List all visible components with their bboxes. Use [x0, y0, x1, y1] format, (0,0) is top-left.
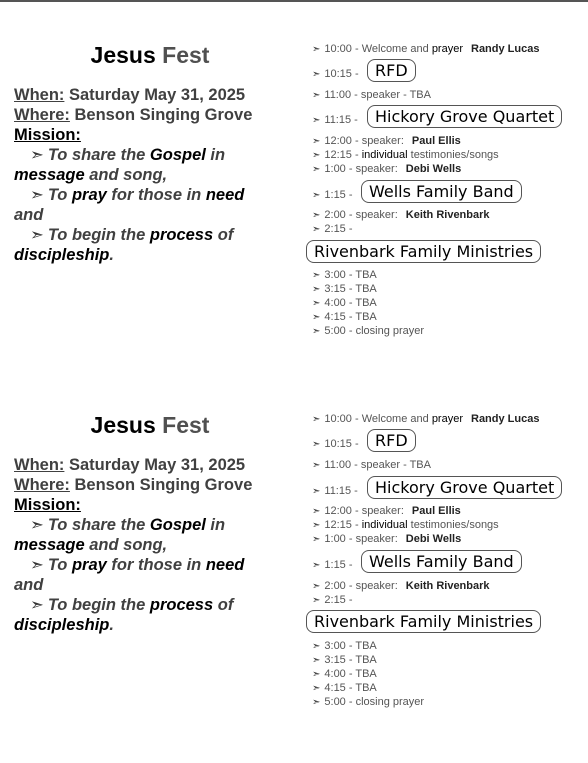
mission-row — [14, 495, 294, 515]
schedule-time: 4:15 - TBA — [324, 682, 377, 694]
mission-text: and — [14, 206, 44, 224]
arrow-icon: ➣ — [312, 669, 321, 680]
schedule-text: testimonies/songs — [407, 519, 499, 531]
mission-keyword: Gospel — [149, 146, 206, 164]
schedule-time: 2:00 - speaker: — [324, 209, 398, 221]
arrow-icon: ➣ — [312, 312, 321, 323]
top-border-line — [0, 0, 588, 2]
arrow-icon: ➣ — [312, 44, 321, 55]
arrow-icon: ➣ — [30, 596, 44, 614]
schedule-time: 5:00 - closing prayer — [324, 696, 425, 708]
mission-keyword: discipleship — [14, 616, 110, 634]
schedule-item-1115 — [312, 484, 358, 499]
mission-text: and song, — [84, 536, 168, 554]
schedule-item-1015 — [312, 437, 359, 452]
mission-text: of — [213, 226, 234, 244]
schedule-time: 12:00 - speaker: — [324, 505, 404, 517]
schedule-item-1115 — [312, 113, 358, 128]
schedule-item-1215 — [312, 518, 499, 533]
arrow-icon: ➣ — [312, 595, 321, 606]
schedule-item-0215 — [312, 222, 353, 237]
schedule-item-0200 — [312, 208, 490, 223]
arrow-icon: ➣ — [312, 581, 321, 592]
arrow-icon: ➣ — [312, 414, 321, 425]
speaker-name: Paul Ellis — [411, 135, 461, 147]
arrow-icon: ➣ — [30, 186, 44, 204]
schedule-item-0315 — [312, 282, 377, 297]
schedule-item-1200 — [312, 134, 461, 149]
schedule-time: 2:00 - speaker: — [324, 580, 398, 592]
schedule-time: 12:15 - — [324, 149, 362, 161]
arrow-icon: ➣ — [312, 115, 321, 126]
schedule-time: 5:00 - closing prayer — [324, 325, 425, 337]
schedule-item-1100 — [312, 88, 431, 103]
performer-box: Rivenbark Family Ministries — [306, 610, 541, 633]
schedule-time: 1:15 - — [324, 189, 353, 201]
schedule-time: 1:00 - speaker: — [324, 163, 398, 175]
arrow-icon: ➣ — [312, 655, 321, 666]
schedule-text: testimonies/songs — [407, 149, 499, 161]
arrow-icon: ➣ — [312, 210, 321, 221]
arrow-icon: ➣ — [312, 460, 321, 471]
speaker-name: Keith Rivenbark — [405, 580, 490, 592]
performer-box: Hickory Grove Quartet — [367, 476, 562, 499]
event-info — [14, 455, 294, 515]
schedule-item-0200 — [312, 579, 490, 594]
schedule-time: 1:00 - speaker: — [324, 533, 398, 545]
schedule-time: 4:00 - TBA — [324, 668, 377, 680]
arrow-icon: ➣ — [312, 326, 321, 337]
schedule-item-0215 — [312, 593, 353, 608]
event-title — [0, 42, 300, 69]
when-row — [14, 455, 294, 475]
schedule-time: 10:15 - — [324, 68, 359, 80]
schedule-item-1100 — [312, 458, 431, 473]
schedule-time: 4:00 - TBA — [324, 297, 377, 309]
when-row — [14, 85, 294, 105]
mission-keyword: message — [14, 166, 85, 184]
mission-bullet — [14, 515, 276, 555]
arrow-icon: ➣ — [312, 136, 321, 147]
mission-text: for those in — [106, 186, 206, 204]
schedule-item-0300 — [312, 639, 377, 654]
schedule-time: 3:00 - TBA — [324, 269, 377, 281]
arrow-icon: ➣ — [312, 284, 321, 295]
arrow-icon: ➣ — [312, 90, 321, 101]
mission-keyword: pray — [71, 556, 107, 574]
speaker-name: Paul Ellis — [411, 505, 461, 517]
mission-keyword: need — [205, 186, 245, 204]
schedule-item-0500 — [312, 324, 424, 339]
schedule-time: 10:00 - Welcome and — [324, 413, 432, 425]
mission-keyword: process — [149, 596, 214, 614]
arrow-icon: ➣ — [312, 190, 321, 201]
where-row — [14, 105, 294, 125]
flyer-bottom — [0, 392, 588, 732]
schedule-item-0300 — [312, 268, 377, 283]
schedule-highlight: prayer — [431, 413, 463, 425]
arrow-icon: ➣ — [30, 516, 44, 534]
arrow-icon: ➣ — [312, 486, 321, 497]
schedule-time: 12:00 - speaker: — [324, 135, 404, 147]
schedule-highlight: individual — [361, 149, 408, 161]
mission-text: and song, — [84, 166, 168, 184]
schedule-time: 11:00 - speaker - TBA — [324, 459, 431, 471]
schedule-time: 10:15 - — [324, 438, 359, 450]
where-value: Benson Singing Grove — [74, 106, 253, 124]
mission-text: . — [109, 246, 114, 264]
speaker-name: Debi Wells — [405, 533, 462, 545]
arrow-icon: ➣ — [30, 226, 44, 244]
where-label: Where: — [14, 476, 70, 494]
arrow-icon: ➣ — [312, 683, 321, 694]
mission-bullet — [14, 185, 276, 225]
mission-keyword: need — [205, 556, 245, 574]
performer-box: RFD — [367, 429, 416, 452]
arrow-icon: ➣ — [312, 506, 321, 517]
arrow-icon: ➣ — [312, 697, 321, 708]
event-info — [14, 85, 294, 145]
speaker-name: Randy Lucas — [471, 413, 540, 425]
mission-bullet — [14, 145, 276, 185]
mission-label: Mission: — [14, 496, 81, 514]
mission-text: for those in — [106, 556, 206, 574]
mission-bullets — [14, 515, 276, 635]
where-value: Benson Singing Grove — [74, 476, 253, 494]
arrow-icon: ➣ — [312, 224, 321, 235]
arrow-icon: ➣ — [312, 534, 321, 545]
schedule-item-0500 — [312, 695, 424, 710]
arrow-icon: ➣ — [312, 164, 321, 175]
mission-text: To begin the — [47, 596, 150, 614]
schedule-item-1000 — [312, 42, 539, 57]
schedule-highlight: prayer — [431, 43, 463, 55]
when-value: Saturday May 31, 2025 — [69, 86, 246, 104]
mission-text: To — [47, 556, 72, 574]
mission-keyword: pray — [71, 186, 107, 204]
performer-box: Wells Family Band — [361, 550, 522, 573]
schedule-time: 11:15 - — [324, 485, 358, 497]
title-word-jesus: Jesus — [90, 42, 156, 68]
mission-keyword: Gospel — [149, 516, 206, 534]
mission-text: . — [109, 616, 114, 634]
schedule-time: 3:15 - TBA — [324, 654, 377, 666]
arrow-icon: ➣ — [312, 641, 321, 652]
schedule-highlight: individual — [361, 519, 408, 531]
schedule-item-0415 — [312, 310, 377, 325]
mission-text: of — [213, 596, 234, 614]
when-label: When: — [14, 86, 65, 104]
arrow-icon: ➣ — [312, 150, 321, 161]
when-value: Saturday May 31, 2025 — [69, 456, 246, 474]
schedule-time: 11:00 - speaker - TBA — [324, 89, 431, 101]
schedule-item-0400 — [312, 296, 377, 311]
mission-text: To begin the — [47, 226, 150, 244]
performer-box: Wells Family Band — [361, 180, 522, 203]
schedule-time: 1:15 - — [324, 559, 353, 571]
flyer-top — [0, 22, 588, 362]
arrow-icon: ➣ — [312, 270, 321, 281]
title-word-jesus: Jesus — [90, 412, 156, 438]
speaker-name: Keith Rivenbark — [405, 209, 490, 221]
schedule-item-0315 — [312, 653, 377, 668]
mission-bullet — [14, 595, 276, 635]
schedule-time: 3:00 - TBA — [324, 640, 377, 652]
mission-text: in — [205, 516, 226, 534]
performer-box: RFD — [367, 59, 416, 82]
schedule-time: 3:15 - TBA — [324, 283, 377, 295]
mission-label: Mission: — [14, 126, 81, 144]
arrow-icon: ➣ — [312, 69, 321, 80]
arrow-icon: ➣ — [30, 556, 44, 574]
schedule-item-0115 — [312, 188, 353, 203]
schedule-item-1000 — [312, 412, 539, 427]
schedule-time: 11:15 - — [324, 114, 358, 126]
performer-box: Rivenbark Family Ministries — [306, 240, 541, 263]
mission-row — [14, 125, 294, 145]
mission-bullet — [14, 225, 276, 265]
mission-keyword: discipleship — [14, 246, 110, 264]
where-label: Where: — [14, 106, 70, 124]
event-title — [0, 412, 300, 439]
where-row — [14, 475, 294, 495]
schedule-time: 10:00 - Welcome and — [324, 43, 432, 55]
schedule-item-0100 — [312, 532, 461, 547]
schedule-item-1215 — [312, 148, 499, 163]
arrow-icon: ➣ — [312, 439, 321, 450]
mission-text: To share the — [47, 516, 150, 534]
arrow-icon: ➣ — [30, 146, 44, 164]
schedule-time: 2:15 - — [324, 223, 353, 235]
arrow-icon: ➣ — [312, 298, 321, 309]
mission-bullet — [14, 555, 276, 595]
title-word-fest: Fest — [162, 42, 210, 68]
mission-text: To share the — [47, 146, 150, 164]
schedule-item-1200 — [312, 504, 461, 519]
when-label: When: — [14, 456, 65, 474]
schedule-item-0115 — [312, 558, 353, 573]
schedule-item-0100 — [312, 162, 461, 177]
performer-box: Hickory Grove Quartet — [367, 105, 562, 128]
schedule-item-0400 — [312, 667, 377, 682]
arrow-icon: ➣ — [312, 520, 321, 531]
arrow-icon: ➣ — [312, 560, 321, 571]
schedule-time: 12:15 - — [324, 519, 362, 531]
mission-text: and — [14, 576, 44, 594]
mission-keyword: process — [149, 226, 214, 244]
mission-text: in — [205, 146, 226, 164]
mission-keyword: message — [14, 536, 85, 554]
schedule-time: 2:15 - — [324, 594, 353, 606]
speaker-name: Debi Wells — [405, 163, 462, 175]
schedule-time: 4:15 - TBA — [324, 311, 377, 323]
title-word-fest: Fest — [162, 412, 210, 438]
speaker-name: Randy Lucas — [471, 43, 540, 55]
mission-text: To — [47, 186, 72, 204]
schedule-item-1015 — [312, 67, 359, 82]
schedule-item-0415 — [312, 681, 377, 696]
mission-bullets — [14, 145, 276, 265]
